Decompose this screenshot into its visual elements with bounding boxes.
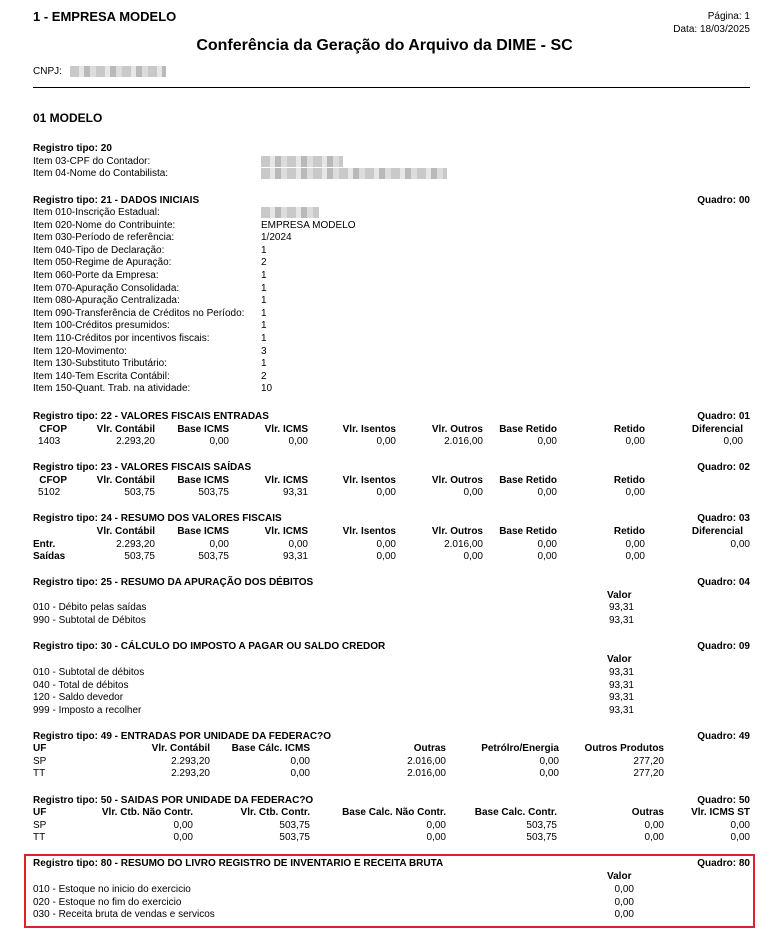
r80-value-header: Valor — [607, 871, 632, 882]
r49-header-2: Base Cálc. ICMS — [231, 743, 310, 754]
r21-quadro: Quadro: 00 — [697, 195, 750, 206]
r21-item-value: EMPRESA MODELO — [261, 219, 356, 231]
r25-row-value: 93,31 — [608, 602, 634, 613]
r50-cell: 503,75 — [526, 820, 557, 831]
section-title: 01 MODELO — [33, 111, 103, 125]
r25-row-value: 93,31 — [608, 614, 634, 626]
cnpj-label: CNPJ: — [33, 66, 62, 77]
r22-header-3: Vlr. ICMS — [264, 424, 308, 435]
r50-header-0: UF — [33, 807, 47, 818]
r49-header-4: Petrólro/Energia — [481, 743, 559, 754]
r49-cell: 2.016,00 — [407, 756, 446, 767]
r21-item-value: 2 — [261, 370, 267, 382]
r21-item-label: Item 070-Apuração Consolidada: — [33, 282, 180, 294]
r50-cell: TT — [33, 832, 46, 843]
r50-quadro: Quadro: 50 — [697, 795, 750, 806]
r24-header-4: Vlr. Outros — [431, 526, 483, 537]
r24-cell: 0,00 — [288, 539, 308, 550]
r80-row-value: 0,00 — [614, 884, 634, 895]
r21-item-label: Item 120-Movimento: — [33, 345, 127, 357]
r23-header-7: Retido — [613, 475, 645, 486]
r24-cell: 0,00 — [625, 551, 645, 562]
r22-header-6: Base Retido — [499, 424, 557, 435]
r50-cell: 503,75 — [279, 832, 310, 843]
r30-quadro: Quadro: 09 — [697, 641, 750, 652]
r22-header-7: Retido — [613, 424, 645, 435]
r22-cell: 2.293,20 — [116, 436, 155, 447]
r49-cell: SP — [33, 756, 47, 767]
header-divider — [33, 87, 750, 88]
r22-cell: 0,00 — [537, 436, 557, 447]
r30-row-label: 120 - Saldo devedor — [33, 692, 124, 704]
r21-item-value: 1 — [261, 320, 267, 332]
r23-cell: 0,00 — [376, 487, 396, 498]
r50-title: Registro tipo: 50 - SAIDAS POR UNIDADE DA FEDERAC?O — [33, 795, 314, 806]
r80-row-label: 010 - Estoque no inicio do exercicio — [33, 884, 191, 895]
r24-cell: 0,00 — [209, 539, 229, 550]
r24-row-label: Saídas — [33, 551, 66, 562]
r50-header-2: Vlr. Ctb. Contr. — [240, 807, 310, 818]
r30-row-label: 999 - Imposto a recolher — [33, 704, 142, 716]
r21-item-value: 10 — [261, 383, 273, 395]
r21-item-value: 2 — [261, 257, 267, 269]
r24-title: Registro tipo: 24 - RESUMO DOS VALORES FISCAIS — [33, 513, 282, 524]
report-title: Conferência da Geração do Arquivo da DIME - SC — [196, 37, 573, 54]
r24-cell: 0,00 — [537, 551, 557, 562]
r21-item-label: Item 040-Tipo de Declaração: — [33, 244, 165, 256]
r23-cell: 0,00 — [537, 487, 557, 498]
r24-header-2: Vlr. ICMS — [264, 526, 308, 537]
cpf-redacted — [261, 156, 343, 167]
r50-header-6: Vlr. ICMS ST — [691, 807, 750, 818]
r24-cell: 503,75 — [124, 551, 155, 562]
r23-cell: 503,75 — [124, 487, 155, 498]
r23-cell: 0,00 — [463, 487, 483, 498]
r21-item-label: Item 060-Porte da Empresa: — [33, 270, 159, 281]
r50-cell: 0,00 — [426, 820, 446, 831]
r24-cell: 93,31 — [282, 551, 308, 562]
r22-header-4: Vlr. Isentos — [342, 424, 396, 435]
r30-title: Registro tipo: 30 - CÁLCULO DO IMPOSTO A PAGAR OU SALDO CREDOR — [33, 641, 386, 652]
r23-cell: 0,00 — [625, 487, 645, 498]
r22-cell: 0,00 — [288, 436, 308, 447]
r50-header-1: Vlr. Ctb. Não Contr. — [101, 807, 193, 818]
r21-item-label: Item 020-Nome do Contribuinte: — [33, 219, 176, 231]
r21-item-label: Item 100-Créditos presumidos: — [33, 320, 170, 332]
r23-header-6: Base Retido — [499, 475, 557, 486]
r49-header-3: Outras — [413, 743, 446, 754]
r80-quadro: Quadro: 80 — [697, 858, 750, 869]
r24-header-5: Base Retido — [499, 526, 557, 537]
r50-cell: 0,00 — [173, 832, 193, 843]
r24-cell: 0,00 — [625, 539, 645, 550]
r23-header-0: CFOP — [39, 475, 67, 486]
r50-cell: 0,00 — [644, 820, 664, 831]
r22-header-2: Base ICMS — [177, 424, 229, 435]
r24-cell: 0,00 — [730, 539, 750, 550]
r50-cell: 0,00 — [730, 820, 750, 831]
r49-cell: 277,20 — [633, 756, 664, 767]
r21-item-label: Item 010-Inscrição Estadual: — [33, 207, 160, 218]
r50-cell: SP — [33, 820, 47, 831]
r22-cell: 0,00 — [723, 436, 743, 447]
r49-cell: 0,00 — [290, 756, 310, 767]
r30-row-label: 010 - Subtotal de débitos — [33, 667, 145, 678]
r22-header-0: CFOP — [39, 424, 67, 435]
r21-title: Registro tipo: 21 - DADOS INICIAIS — [33, 195, 200, 206]
r49-cell: 0,00 — [290, 768, 310, 779]
r30-row-value: 93,31 — [608, 679, 634, 691]
r49-header-1: Vlr. Contábil — [151, 743, 210, 754]
r24-header-6: Retido — [613, 526, 645, 537]
r21-item-value: 1 — [261, 282, 267, 294]
r24-cell: 2.293,20 — [116, 539, 155, 550]
r50-header-3: Base Calc. Não Contr. — [342, 807, 446, 818]
r23-header-4: Vlr. Isentos — [342, 475, 396, 486]
r24-cell: 0,00 — [376, 551, 396, 562]
r20-item-cpf: Item 03-CPF do Contador: — [33, 156, 151, 167]
r23-cell: 5102 — [38, 487, 61, 498]
company-name: 1 - EMPRESA MODELO — [33, 9, 177, 24]
r50-cell: 0,00 — [173, 820, 193, 831]
r80-row-value: 0,00 — [614, 896, 634, 908]
r49-quadro: Quadro: 49 — [697, 731, 750, 742]
r24-header-1: Base ICMS — [177, 526, 229, 537]
r22-cell: 2.016,00 — [444, 436, 483, 447]
r30-row-value: 93,31 — [608, 704, 634, 716]
r50-cell: 0,00 — [426, 832, 446, 843]
r80-row-label: 020 - Estoque no fim do exercicio — [33, 896, 182, 908]
r22-title: Registro tipo: 22 - VALORES FISCAIS ENTRADAS — [33, 411, 269, 422]
r49-title: Registro tipo: 49 - ENTRADAS POR UNIDADE DA FEDERAC?O — [33, 731, 331, 742]
r24-header-7: Diferencial — [691, 526, 743, 537]
r25-quadro: Quadro: 04 — [697, 577, 750, 588]
r24-cell: 2.016,00 — [444, 539, 483, 550]
r20-title: Registro tipo: 20 — [33, 143, 112, 154]
r30-value-header: Valor — [607, 654, 632, 665]
r21-item-label: Item 050-Regime de Apuração: — [33, 257, 172, 269]
r49-cell: 0,00 — [539, 768, 559, 779]
r25-row-label: 990 - Subtotal de Débitos — [33, 614, 146, 626]
r22-quadro: Quadro: 01 — [697, 411, 750, 422]
r22-header-1: Vlr. Contábil — [96, 424, 155, 435]
r23-quadro: Quadro: 02 — [697, 462, 750, 473]
page-number: Página: 1 — [707, 11, 750, 22]
r50-header-5: Outras — [631, 807, 664, 818]
r50-header-4: Base Calc. Contr. — [474, 807, 557, 818]
r21-item-value: 3 — [261, 345, 267, 357]
r22-cell: 1403 — [38, 436, 61, 447]
r49-cell: TT — [33, 768, 46, 779]
r50-cell: 0,00 — [644, 832, 664, 843]
r21-item-value: 1 — [261, 244, 267, 256]
r21-item-value: 1 — [261, 358, 267, 370]
r49-cell: 2.293,20 — [171, 768, 210, 779]
r50-cell: 0,00 — [730, 832, 750, 843]
r21-item-label: Item 150-Quant. Trab. na atividade: — [33, 383, 191, 395]
r49-header-5: Outros Produtos — [584, 743, 664, 754]
r21-item-label: Item 140-Tem Escrita Contábil: — [33, 370, 170, 382]
r30-row-label: 040 - Total de débitos — [33, 679, 129, 691]
r21-item-value: 1 — [261, 295, 267, 307]
r50-cell: 503,75 — [526, 832, 557, 843]
r25-title: Registro tipo: 25 - RESUMO DA APURAÇÃO DOS DÉBITOS — [33, 577, 314, 588]
r24-cell: 503,75 — [198, 551, 229, 562]
cnpj-redacted — [70, 66, 166, 77]
r49-cell: 2.016,00 — [407, 768, 446, 779]
r49-header-0: UF — [33, 743, 47, 754]
r50-cell: 503,75 — [279, 820, 310, 831]
r21-item-label: Item 090-Transferência de Créditos no Período: — [33, 307, 245, 319]
report-date: Data: 18/03/2025 — [673, 24, 750, 35]
r24-cell: 0,00 — [537, 539, 557, 550]
r21-item-label: Item 110-Créditos por incentivos fiscais: — [33, 333, 210, 344]
r23-title: Registro tipo: 23 - VALORES FISCAIS SAÍDAS — [33, 462, 252, 473]
r24-cell: 0,00 — [463, 551, 483, 562]
r25-value-header: Valor — [607, 590, 632, 601]
r22-header-8: Diferencial — [691, 424, 743, 435]
contabilista-redacted — [261, 168, 447, 179]
r80-row-value: 0,00 — [614, 909, 634, 921]
r80-row-label: 030 - Receita bruta de vendas e servicos — [33, 909, 215, 921]
r23-cell: 503,75 — [198, 487, 229, 498]
r21-item-value: 1 — [261, 270, 267, 281]
r30-row-value: 93,31 — [608, 667, 634, 678]
ie-redacted — [261, 207, 319, 218]
r24-cell: 0,00 — [376, 539, 396, 550]
r21-item-label: Item 080-Apuração Centralizada: — [33, 295, 180, 307]
r21-item-label: Item 030-Período de referência: — [33, 232, 175, 244]
r30-row-value: 93,31 — [608, 692, 634, 704]
r22-cell: 0,00 — [376, 436, 396, 447]
r21-item-label: Item 130-Substituto Tributário: — [33, 358, 167, 370]
r21-item-value: 1 — [261, 333, 267, 344]
r49-cell: 277,20 — [633, 768, 664, 779]
r49-cell: 0,00 — [539, 756, 559, 767]
r23-header-1: Vlr. Contábil — [96, 475, 155, 486]
r23-cell: 93,31 — [282, 487, 308, 498]
r21-item-value: 1 — [261, 307, 267, 319]
r25-row-label: 010 - Débito pelas saídas — [33, 602, 147, 613]
r20-item-nome: Item 04-Nome do Contabilista: — [33, 168, 169, 179]
r49-cell: 2.293,20 — [171, 756, 210, 767]
r21-item-value: 1/2024 — [261, 232, 292, 244]
r80-title: Registro tipo: 80 - RESUMO DO LIVRO REGISTRO DE INVENTARIO E RECEITA BRUTA — [33, 858, 444, 869]
r24-header-3: Vlr. Isentos — [342, 526, 396, 537]
r22-header-5: Vlr. Outros — [431, 424, 483, 435]
r22-cell: 0,00 — [625, 436, 645, 447]
r23-header-2: Base ICMS — [177, 475, 229, 486]
r22-cell: 0,00 — [209, 436, 229, 447]
r23-header-5: Vlr. Outros — [431, 475, 483, 486]
r24-row-label: Entr. — [33, 539, 56, 550]
r24-quadro: Quadro: 03 — [697, 513, 750, 524]
r24-header-0: Vlr. Contábil — [96, 526, 155, 537]
r23-header-3: Vlr. ICMS — [264, 475, 308, 486]
